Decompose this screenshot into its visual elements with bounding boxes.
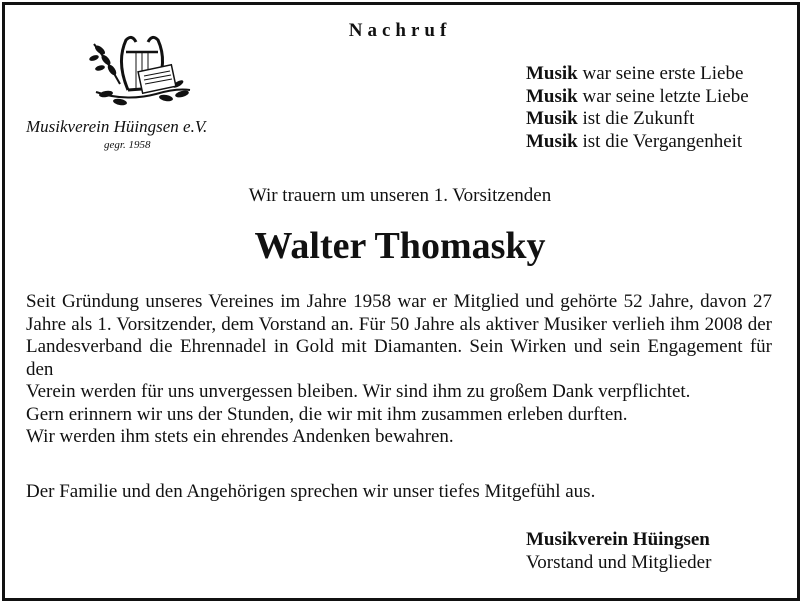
body-paragraph: Seit Gründung unseres Vereines im Jahre 1958 war er Mitglied und gehörte 52 Jahre, davon 27 Jahre als 1. Vorsitzender, dem Vorstand an. Für 50 Jahre als aktiver Musiker verlieh ihm 2008 der Landesverband die Ehrennadel in Gold mit Diamanten. Sein Wirken und sein Engagement für den — [26, 291, 772, 380]
signature-org: Musikverein Hüingsen — [526, 529, 710, 550]
poem-line: Musik war seine letzte Liebe — [526, 85, 749, 107]
club-logo — [26, 32, 246, 162]
signature-sub: Vorstand und Mitglieder — [526, 552, 712, 573]
poem-block — [526, 63, 749, 153]
poem-line: Musik ist die Zukunft — [526, 108, 695, 129]
lyre-laurel-icon — [86, 32, 196, 114]
notice-title: Nachruf — [348, 20, 452, 41]
logo-founded: gegr. 1958 — [104, 139, 151, 151]
poem-line: Musik ist die Vergangenheit — [526, 130, 743, 152]
body-line: Wir werden ihm stets ein ehrendes Andenken bewahren. — [26, 426, 454, 447]
signature-block — [526, 528, 711, 574]
logo-club-name: Musikverein Hüingsen e.V. — [26, 117, 208, 136]
poem-line: Musik war seine erste Liebe — [526, 63, 744, 84]
body-line: Gern erinnern wir uns der Stunden, die wir mit ihm zusammen erleben durften. — [26, 403, 628, 425]
deceased-name: Walter Thomasky — [254, 225, 546, 267]
body-line: Verein werden für uns unvergessen bleiben. Wir sind ihm zu großem Dank verpflichtet. — [26, 381, 691, 402]
condolence-line: Der Familie und den Angehörigen sprechen wir unser tiefes Mitgefühl aus. — [26, 481, 596, 502]
obituary-body — [26, 291, 772, 449]
mourning-line: Wir trauern um unseren 1. Vorsitzenden — [248, 185, 552, 206]
